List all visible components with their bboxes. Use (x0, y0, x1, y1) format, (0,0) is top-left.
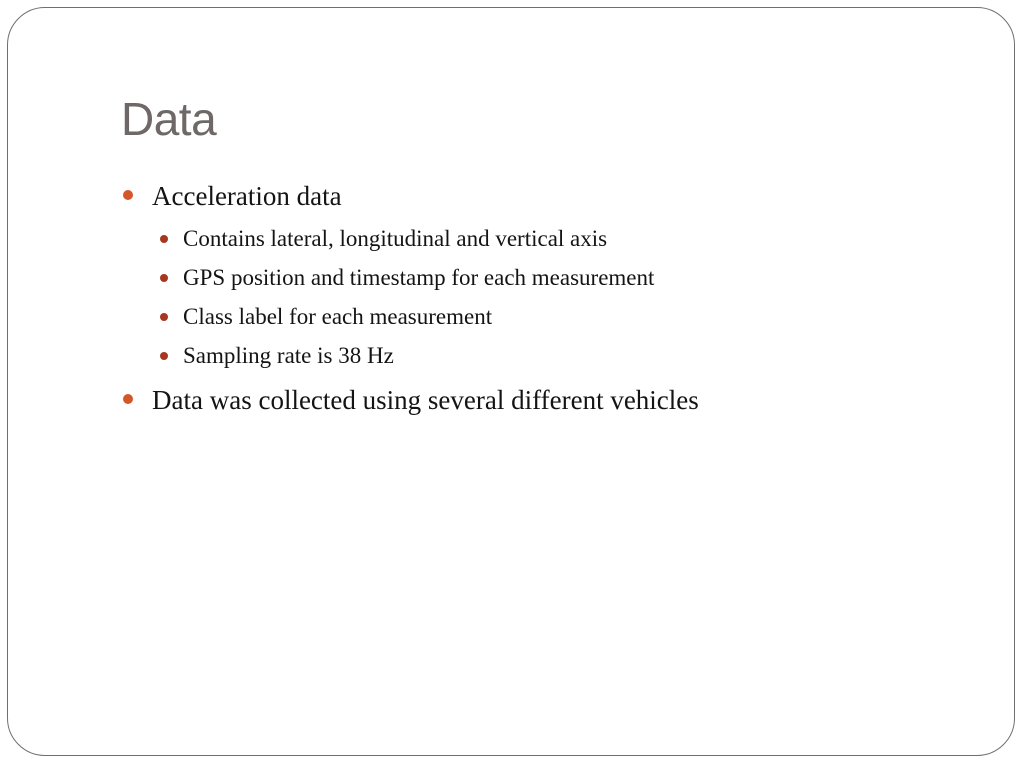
sub-bullet-dot-icon (160, 274, 168, 282)
bullet-text: Data was collected using several different vehicles (152, 385, 699, 415)
sub-bullet-text: Class label for each measurement (183, 304, 493, 329)
sub-bullet-text: Sampling rate is 38 Hz (183, 343, 394, 368)
bullet-item (121, 176, 981, 216)
bullet-dot-icon (123, 394, 133, 404)
sub-bullet-list (121, 223, 981, 372)
sub-bullet-item (152, 223, 981, 255)
sub-bullet-item (152, 340, 981, 372)
sub-bullet-dot-icon (160, 313, 168, 321)
bullet-item (121, 380, 981, 420)
sub-bullet-dot-icon (160, 235, 168, 243)
slide-title: Data (121, 93, 217, 145)
bullet-list (121, 176, 981, 420)
sub-bullet-item (152, 301, 981, 333)
sub-bullet-text: Contains lateral, longitudinal and vertical axis (183, 226, 608, 251)
bullet-text: Acceleration data (152, 181, 342, 211)
sub-bullet-dot-icon (160, 352, 168, 360)
bullet-dot-icon (123, 190, 133, 200)
slide-canvas (7, 7, 1015, 756)
sub-bullet-text: GPS position and timestamp for each measurement (183, 265, 655, 290)
sub-bullet-item (152, 262, 981, 294)
